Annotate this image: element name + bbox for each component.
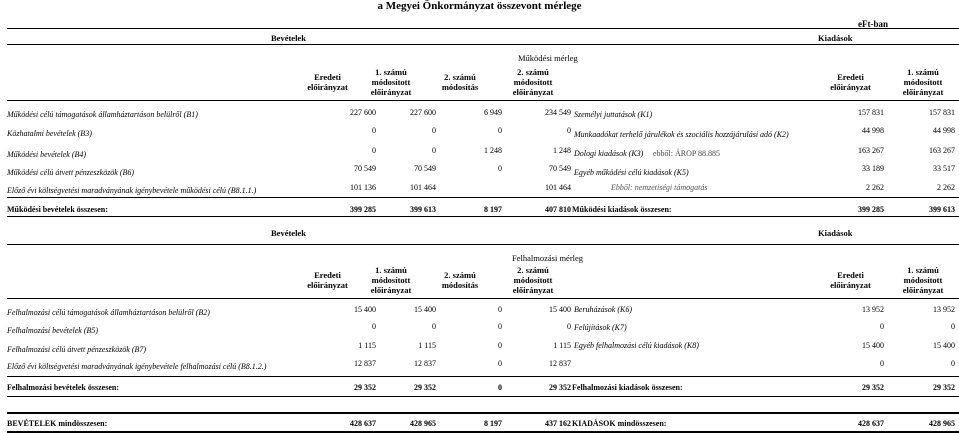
- column-header-c2: 1. számú: [375, 67, 407, 77]
- income-value-v2: 0: [432, 126, 436, 135]
- income-value-v3: 0: [498, 126, 502, 135]
- expense-value-v5: 13 952: [862, 305, 884, 314]
- total-value-v3: 8 197: [484, 205, 502, 214]
- column-header-c4: 2. számú: [517, 67, 549, 77]
- income-label: Működési célú átvett pénzeszközök (B6): [7, 168, 135, 177]
- bevetelek-heading: Bevételek: [271, 33, 306, 43]
- expense-value-v5: 157 831: [858, 108, 884, 117]
- top-rule: [7, 28, 959, 29]
- column-header-c3: módosítás: [441, 82, 479, 92]
- expense-value-v5: 0: [880, 322, 884, 331]
- expense-value-v6: 44 998: [933, 126, 955, 135]
- income-value-v3: 0: [498, 305, 502, 314]
- income-value-v2: 0: [432, 322, 436, 331]
- expense-value-v6: 15 400: [933, 341, 955, 350]
- income-value-v2: 227 600: [410, 108, 436, 117]
- income-value-v4: 0: [567, 126, 571, 135]
- expense-value-v6: 163 267: [929, 146, 955, 155]
- total-value-v4: 437 162: [545, 419, 571, 428]
- income-label: Működési célú támogatások államháztartáson belülről (B1): [7, 110, 198, 119]
- page-title: a Megyei Önkormányzat összevont mérlege: [377, 0, 582, 12]
- total-value-v6: 428 965: [929, 419, 955, 428]
- column-header-c4: előirányzat: [512, 285, 554, 295]
- column-header-c2: 1. számú: [375, 265, 407, 275]
- income-value-v1: 15 400: [354, 305, 376, 314]
- column-header-c5: előirányzat: [830, 280, 871, 290]
- income-value-v3: 0: [498, 359, 502, 368]
- column-header-c6: 1. számú: [907, 265, 939, 275]
- column-header-c1: előirányzat: [307, 82, 348, 92]
- rule: [7, 298, 959, 299]
- income-value-v2: 1 115: [418, 341, 436, 350]
- total-value-v1: 428 637: [350, 419, 376, 428]
- expense-label: Egyéb működési célú kiadások (K5): [574, 168, 689, 177]
- expense-value-v6: 33 517: [933, 164, 955, 173]
- income-value-v1: 0: [372, 322, 376, 331]
- income-value-v3: 0: [498, 164, 502, 173]
- rule: [7, 100, 959, 101]
- felhalmozasi-merleg-heading: Felhalmozási mérleg: [512, 253, 584, 263]
- column-header-c5: Eredeti: [837, 72, 864, 82]
- income-value-v1: 227 600: [350, 108, 376, 117]
- income-label: Felhalmozási célú támogatások államháztartáson belülről (B2): [7, 308, 210, 317]
- kiadasok-heading-2: Kiadások: [818, 228, 853, 238]
- income-label: Közhatalmi bevételek (B3): [7, 129, 92, 138]
- income-value-v1: 101 136: [350, 183, 376, 192]
- income-value-v4: 234 549: [545, 108, 571, 117]
- column-header-c3: módosítás: [441, 280, 479, 290]
- column-header-c6: 1. számú: [907, 67, 939, 77]
- income-value-v3: 0: [498, 341, 502, 350]
- total-label: BEVÉTELEK mindösszesen:: [7, 419, 108, 428]
- income-value-v3: 0: [498, 322, 502, 331]
- column-header-c1: előirányzat: [307, 280, 348, 290]
- expense-note: Ebből: nemzetiségi támogatás: [611, 183, 708, 192]
- expense-label: Munkaadókat terhelő járulékok és szociális hozzájárulási adó (K2): [574, 130, 789, 139]
- expense-label: Felújítások (K7): [574, 323, 627, 332]
- total-value-v1: 399 285: [350, 205, 376, 214]
- expense-value-v6: 0: [951, 322, 955, 331]
- rule: [7, 376, 959, 377]
- income-label: Felhalmozási bevételek (B5): [7, 326, 99, 335]
- income-value-v4: 0: [567, 322, 571, 331]
- income-label: Előző évi költségvetési maradványának igénybevétele működési célú (B8.1.1.): [7, 186, 257, 195]
- expense-value-v5: 2 262: [866, 183, 884, 192]
- income-value-v1: 12 837: [354, 359, 376, 368]
- column-header-c1: Eredeti: [314, 270, 341, 280]
- income-value-v3: 6 949: [484, 108, 502, 117]
- column-header-c3: 2. számú: [444, 270, 476, 280]
- income-value-v4: 1 115: [553, 341, 571, 350]
- total-label: Működési bevételek összesen:: [7, 205, 108, 214]
- rule: [7, 412, 959, 414]
- rule: [7, 44, 959, 45]
- income-value-v2: 70 549: [414, 164, 436, 173]
- income-value-v3: 1 248: [484, 146, 502, 155]
- income-value-v2: 101 464: [410, 183, 436, 192]
- income-value-v1: 70 549: [354, 164, 376, 173]
- total-value-v4: 29 352: [549, 383, 571, 392]
- income-value-v1: 0: [372, 146, 376, 155]
- column-header-c4: 2. számú: [517, 265, 549, 275]
- expense-value-v6: 0: [951, 359, 955, 368]
- income-value-v1: 0: [372, 126, 376, 135]
- total-expense-label: Működési kiadások összesen:: [572, 205, 672, 214]
- expense-value-v5: 0: [880, 359, 884, 368]
- expense-label: Beruházások (K6): [574, 305, 632, 314]
- column-header-c3: 2. számú: [444, 72, 476, 82]
- total-value-v3: 0: [498, 383, 502, 392]
- expense-value-v5: 15 400: [862, 341, 884, 350]
- rule: [7, 197, 959, 198]
- kiadasok-heading: Kiadások: [818, 33, 853, 43]
- expense-label: Egyéb felhalmozási célú kiadások (K8): [574, 341, 699, 350]
- expense-value-v6: 157 831: [929, 108, 955, 117]
- expense-value-v5: 33 189: [862, 164, 884, 173]
- column-header-c4: módosított: [513, 77, 553, 87]
- income-value-v4: 15 400: [549, 305, 571, 314]
- currency-unit: eFt-ban: [858, 19, 888, 29]
- column-header-c2: módosított: [371, 77, 411, 87]
- expense-label: Dologi kiadások (K3): [574, 149, 644, 158]
- column-header-c6: előirányzat: [902, 285, 944, 295]
- expense-value-v5: 44 998: [862, 126, 884, 135]
- column-header-c5: Eredeti: [837, 270, 864, 280]
- column-header-c6: előirányzat: [902, 87, 944, 97]
- income-value-v2: 15 400: [414, 305, 436, 314]
- income-value-v2: 12 837: [414, 359, 436, 368]
- total-value-v5: 29 352: [862, 383, 884, 392]
- bevetelek-heading-2: Bevételek: [271, 228, 306, 238]
- income-value-v4: 101 464: [545, 183, 571, 192]
- total-label: Felhalmozási bevételek összesen:: [7, 383, 119, 392]
- total-value-v2: 399 613: [410, 205, 436, 214]
- rule: [7, 396, 959, 397]
- column-header-c5: előirányzat: [830, 82, 871, 92]
- expense-value-v6: 13 952: [933, 305, 955, 314]
- rule: [7, 216, 959, 217]
- column-header-c2: előirányzat: [370, 285, 412, 295]
- income-label: Felhalmozási célú átvett pénzeszközök (B7): [7, 345, 147, 354]
- mukodesi-merleg-heading: Működési mérleg: [518, 53, 578, 63]
- column-header-c2: előirányzat: [370, 87, 412, 97]
- total-value-v2: 428 965: [410, 419, 436, 428]
- income-value-v1: 1 115: [358, 341, 376, 350]
- total-value-v4: 407 810: [545, 205, 571, 214]
- total-value-v6: 29 352: [933, 383, 955, 392]
- income-value-v4: 1 248: [553, 146, 571, 155]
- column-header-c2: módosított: [371, 275, 411, 285]
- total-value-v2: 29 352: [414, 383, 436, 392]
- column-header-c4: előirányzat: [512, 87, 554, 97]
- total-value-v1: 29 352: [354, 383, 376, 392]
- expense-label: Személyi juttatások (K1): [574, 110, 653, 119]
- total-value-v5: 399 285: [858, 205, 884, 214]
- column-header-c4: módosított: [513, 275, 553, 285]
- income-label: Működési bevételek (B4): [7, 150, 87, 159]
- income-label: Előző évi költségvetési maradványának igénybevétele felhalmozási célú (B8.1.2.): [7, 362, 267, 371]
- column-header-c6: módosított: [903, 275, 943, 285]
- total-expense-label: KIADÁSOK mindösszesen:: [572, 419, 667, 428]
- income-value-v4: 70 549: [549, 164, 571, 173]
- column-header-c1: Eredeti: [314, 72, 341, 82]
- income-value-v4: 12 837: [549, 359, 571, 368]
- expense-note: ebből: ÁROP 88.885: [653, 149, 721, 158]
- column-header-c6: módosított: [903, 77, 943, 87]
- total-value-v6: 399 613: [929, 205, 955, 214]
- income-value-v2: 0: [432, 146, 436, 155]
- total-expense-label: Felhalmozási kiadások összesen:: [572, 383, 683, 392]
- expense-value-v6: 2 262: [937, 183, 955, 192]
- total-value-v3: 8 197: [484, 419, 502, 428]
- rule: [7, 244, 959, 245]
- expense-value-v5: 163 267: [858, 146, 884, 155]
- total-value-v5: 428 637: [858, 419, 884, 428]
